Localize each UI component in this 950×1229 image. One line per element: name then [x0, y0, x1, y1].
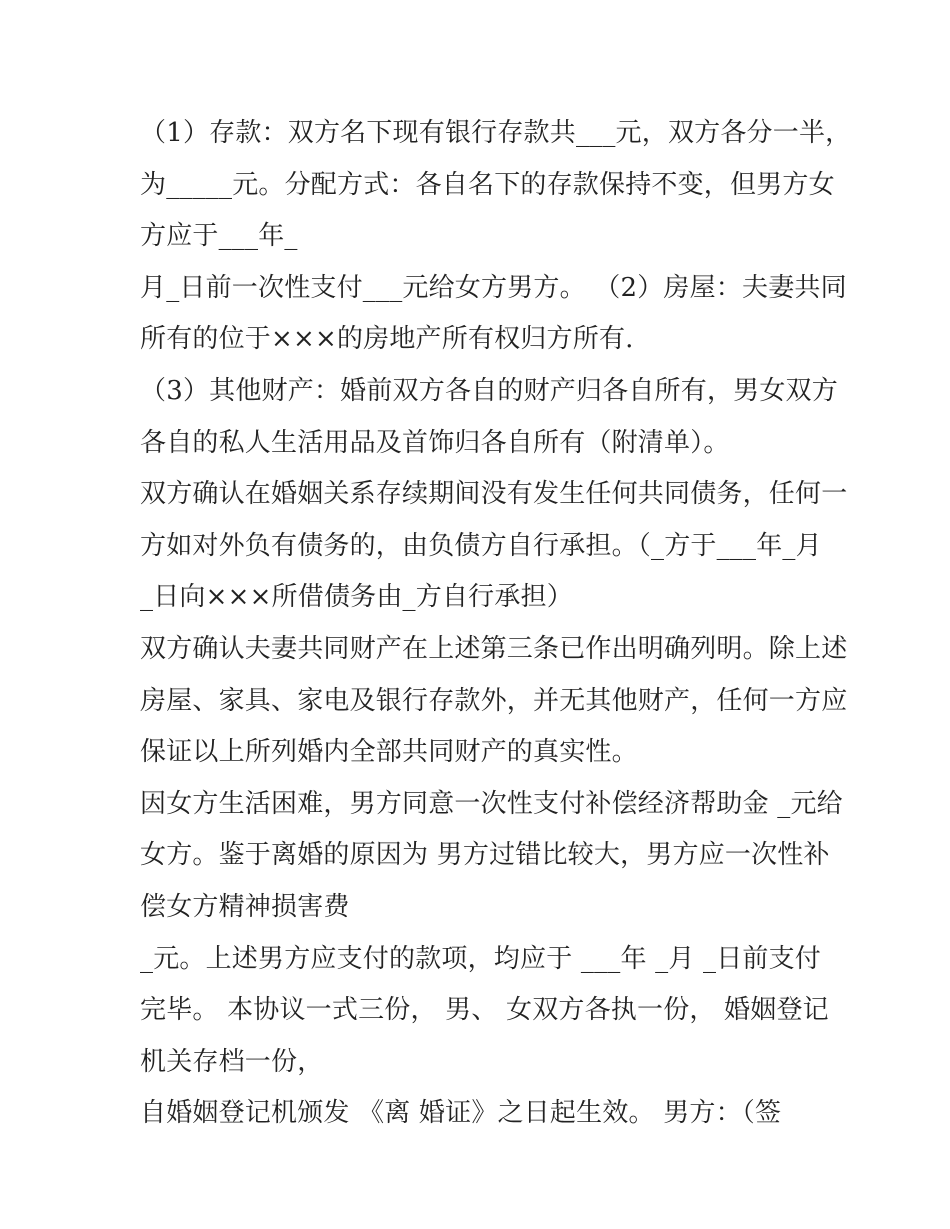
text-line: _元。上述男方应支付的款项，均应于 ___年 _月 _日前支付	[140, 943, 821, 974]
text-line: 因女方生活困难，男方同意一次性支付补偿经济帮助金 _元给	[140, 788, 843, 819]
text-line: （1）存款：双方名下现有银行存款共___元，双方各分一半，	[140, 118, 852, 148]
text-line: 方如对外负有债务的，由负债方自行承担。（_方于___年_月	[140, 530, 822, 561]
text-line: 所有的位于×××的房地产所有权归方所有.	[140, 324, 634, 355]
text-line: 女方。鉴于离婚的原因为 男方过错比较大，男方应一次性补	[140, 840, 830, 871]
agreement-body	[140, 108, 852, 1140]
text-line: 偿女方精神损害费	[140, 891, 350, 922]
text-line: 方应于___年_	[140, 221, 298, 252]
text-line: 为_____元。分配方式：各自名下的存款保持不变，但男方女	[140, 169, 835, 200]
text-line: _日向×××所借债务由_方自行承担）	[140, 582, 573, 613]
text-line: （3）其他财产：婚前双方各自的财产归各自所有，男女双方	[140, 375, 838, 406]
text-line: 保证以上所列婚内全部共同财产的真实性。	[140, 737, 638, 768]
text-line: 月_日前一次性支付___元给女方男方。 （2）房屋：夫妻共同	[140, 272, 847, 303]
text-line: 机关存档一份，	[140, 1046, 324, 1077]
text-line: 双方确认夫妻共同财产在上述第三条已作出明确列明。除上述	[140, 633, 848, 664]
text-line: 各自的私人生活用品及首饰归各自所有（附清单）。	[140, 427, 730, 458]
text-line: 双方确认在婚姻关系存续期间没有发生任何共同债务，任何一	[140, 479, 848, 510]
text-line: 完毕。 本协议一式三份， 男、 女双方各执一份， 婚姻登记	[140, 995, 829, 1026]
text-line: 房屋、家具、家电及银行存款外，并无其他财产，任何一方应	[140, 685, 848, 716]
text-line: 自婚姻登记机颁发 《离 婚证》之日起生效。 男方：（签	[140, 1098, 782, 1129]
